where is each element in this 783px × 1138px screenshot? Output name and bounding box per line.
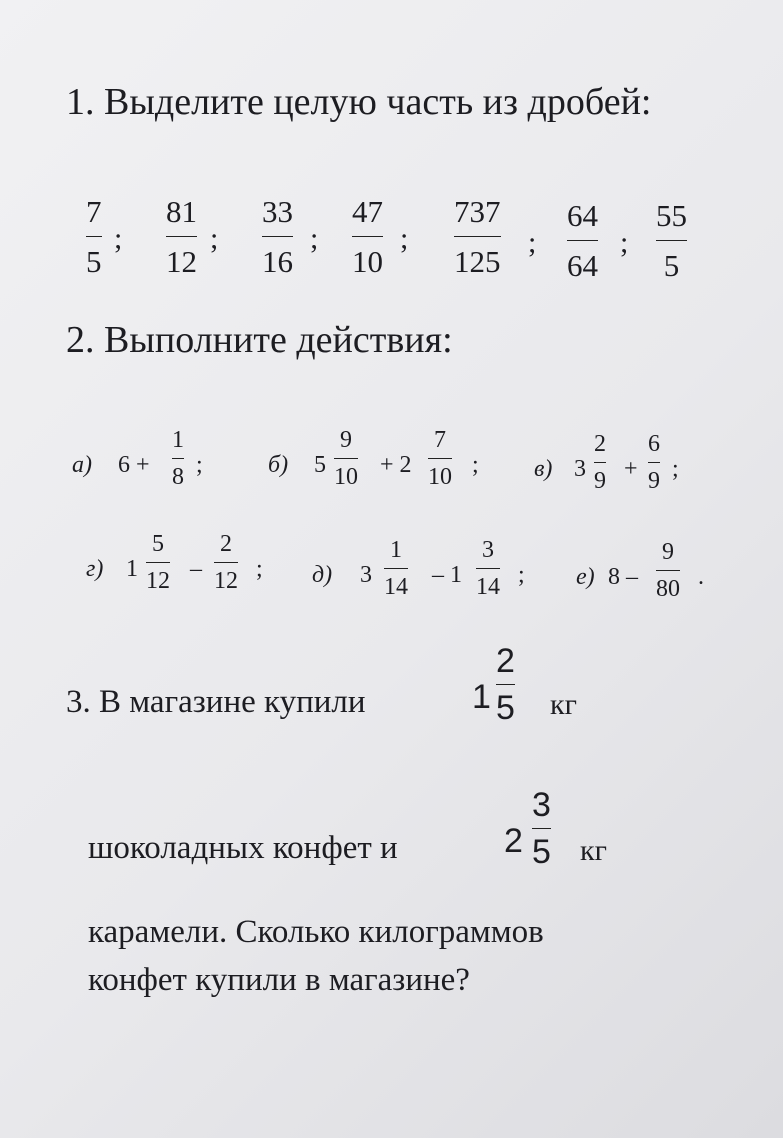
- fraction: [172, 428, 184, 489]
- denominator: 12: [214, 568, 238, 594]
- denominator: 5: [86, 244, 102, 279]
- fraction: [594, 432, 606, 493]
- item-label: г): [86, 556, 104, 582]
- fraction: [476, 538, 500, 599]
- numerator: 64: [567, 198, 598, 233]
- whole-part: 8 –: [608, 564, 638, 590]
- fraction: [146, 532, 170, 593]
- whole-part: 3: [360, 562, 372, 588]
- separator: ;: [400, 222, 409, 255]
- numerator: 737: [454, 194, 501, 229]
- numerator: 7: [86, 194, 102, 229]
- denominator: 9: [594, 468, 606, 494]
- fraction: [567, 200, 598, 281]
- denominator: 16: [262, 244, 293, 279]
- numerator: 3: [532, 786, 551, 824]
- separator: ;: [256, 556, 263, 582]
- task3-line2: шоколадных конфет и: [88, 830, 398, 866]
- task3-line1: 3. В магазине купили: [66, 684, 366, 720]
- whole-part: 1: [126, 556, 138, 582]
- numerator: 5: [152, 531, 164, 557]
- denominator: 14: [384, 574, 408, 600]
- fraction: [262, 196, 293, 277]
- denominator: 8: [172, 464, 184, 490]
- denominator: 5: [496, 689, 515, 727]
- item-label: б): [268, 452, 289, 478]
- numerator: 81: [166, 194, 197, 229]
- fraction: [334, 428, 358, 489]
- mixed-whole: 2: [504, 822, 523, 860]
- fraction: [656, 540, 680, 601]
- denominator: 12: [146, 568, 170, 594]
- numerator: 1: [172, 427, 184, 453]
- numerator: 7: [434, 427, 446, 453]
- numerator: 1: [390, 537, 402, 563]
- item-label: в): [534, 456, 553, 482]
- numerator: 9: [340, 427, 352, 453]
- fraction: [454, 196, 501, 277]
- denominator: 5: [532, 833, 551, 871]
- whole-part: 3: [574, 456, 586, 482]
- fraction: [214, 532, 238, 593]
- separator: ;: [620, 226, 629, 259]
- item-label: е): [576, 564, 595, 590]
- denominator: 5: [663, 248, 680, 283]
- operator: – 1: [432, 562, 462, 588]
- denominator: 9: [648, 468, 660, 494]
- numerator: 2: [496, 642, 515, 680]
- denominator: 80: [656, 576, 680, 602]
- task2-title: 2. Выполните действия:: [66, 319, 453, 361]
- whole-part: 6 +: [118, 452, 150, 478]
- operator: –: [190, 556, 202, 582]
- operator: +: [624, 456, 638, 482]
- unit-kg: кг: [580, 834, 607, 867]
- separator: ;: [310, 222, 319, 255]
- numerator: 6: [648, 431, 660, 457]
- numerator: 2: [594, 431, 606, 457]
- separator: ;: [528, 226, 537, 259]
- denominator: 10: [334, 464, 358, 490]
- whole-part: 5: [314, 452, 326, 478]
- fraction: [656, 200, 687, 281]
- fraction: [496, 644, 515, 725]
- fraction: [166, 196, 197, 277]
- task3-line4: конфет купили в магазине?: [88, 962, 470, 998]
- separator: ;: [196, 452, 203, 478]
- task1-title: 1. Выделите целую часть из дробей:: [66, 81, 652, 123]
- fraction: [532, 788, 551, 869]
- unit-kg: кг: [550, 688, 577, 721]
- item-label: а): [72, 452, 92, 478]
- operator: + 2: [380, 452, 412, 478]
- separator: ;: [210, 222, 219, 255]
- denominator: 14: [476, 574, 500, 600]
- denominator: 64: [567, 248, 598, 283]
- denominator: 12: [166, 244, 197, 279]
- denominator: 125: [454, 244, 501, 279]
- fraction: [428, 428, 452, 489]
- numerator: 2: [220, 531, 232, 557]
- item-label: д): [312, 562, 333, 588]
- fraction: [648, 432, 660, 493]
- numerator: 55: [656, 198, 687, 233]
- fraction: [384, 538, 408, 599]
- mixed-whole: 1: [472, 678, 491, 716]
- denominator: 10: [428, 464, 452, 490]
- separator: ;: [114, 222, 123, 255]
- separator: ;: [472, 452, 479, 478]
- separator: .: [698, 564, 704, 590]
- separator: ;: [672, 456, 679, 482]
- separator: ;: [518, 562, 525, 588]
- numerator: 33: [262, 194, 293, 229]
- numerator: 3: [482, 537, 494, 563]
- task3-line3: карамели. Сколько килограммов: [88, 914, 544, 950]
- numerator: 9: [662, 539, 674, 565]
- numerator: 47: [352, 194, 383, 229]
- denominator: 10: [352, 244, 383, 279]
- fraction: [352, 196, 383, 277]
- fraction: [86, 196, 102, 277]
